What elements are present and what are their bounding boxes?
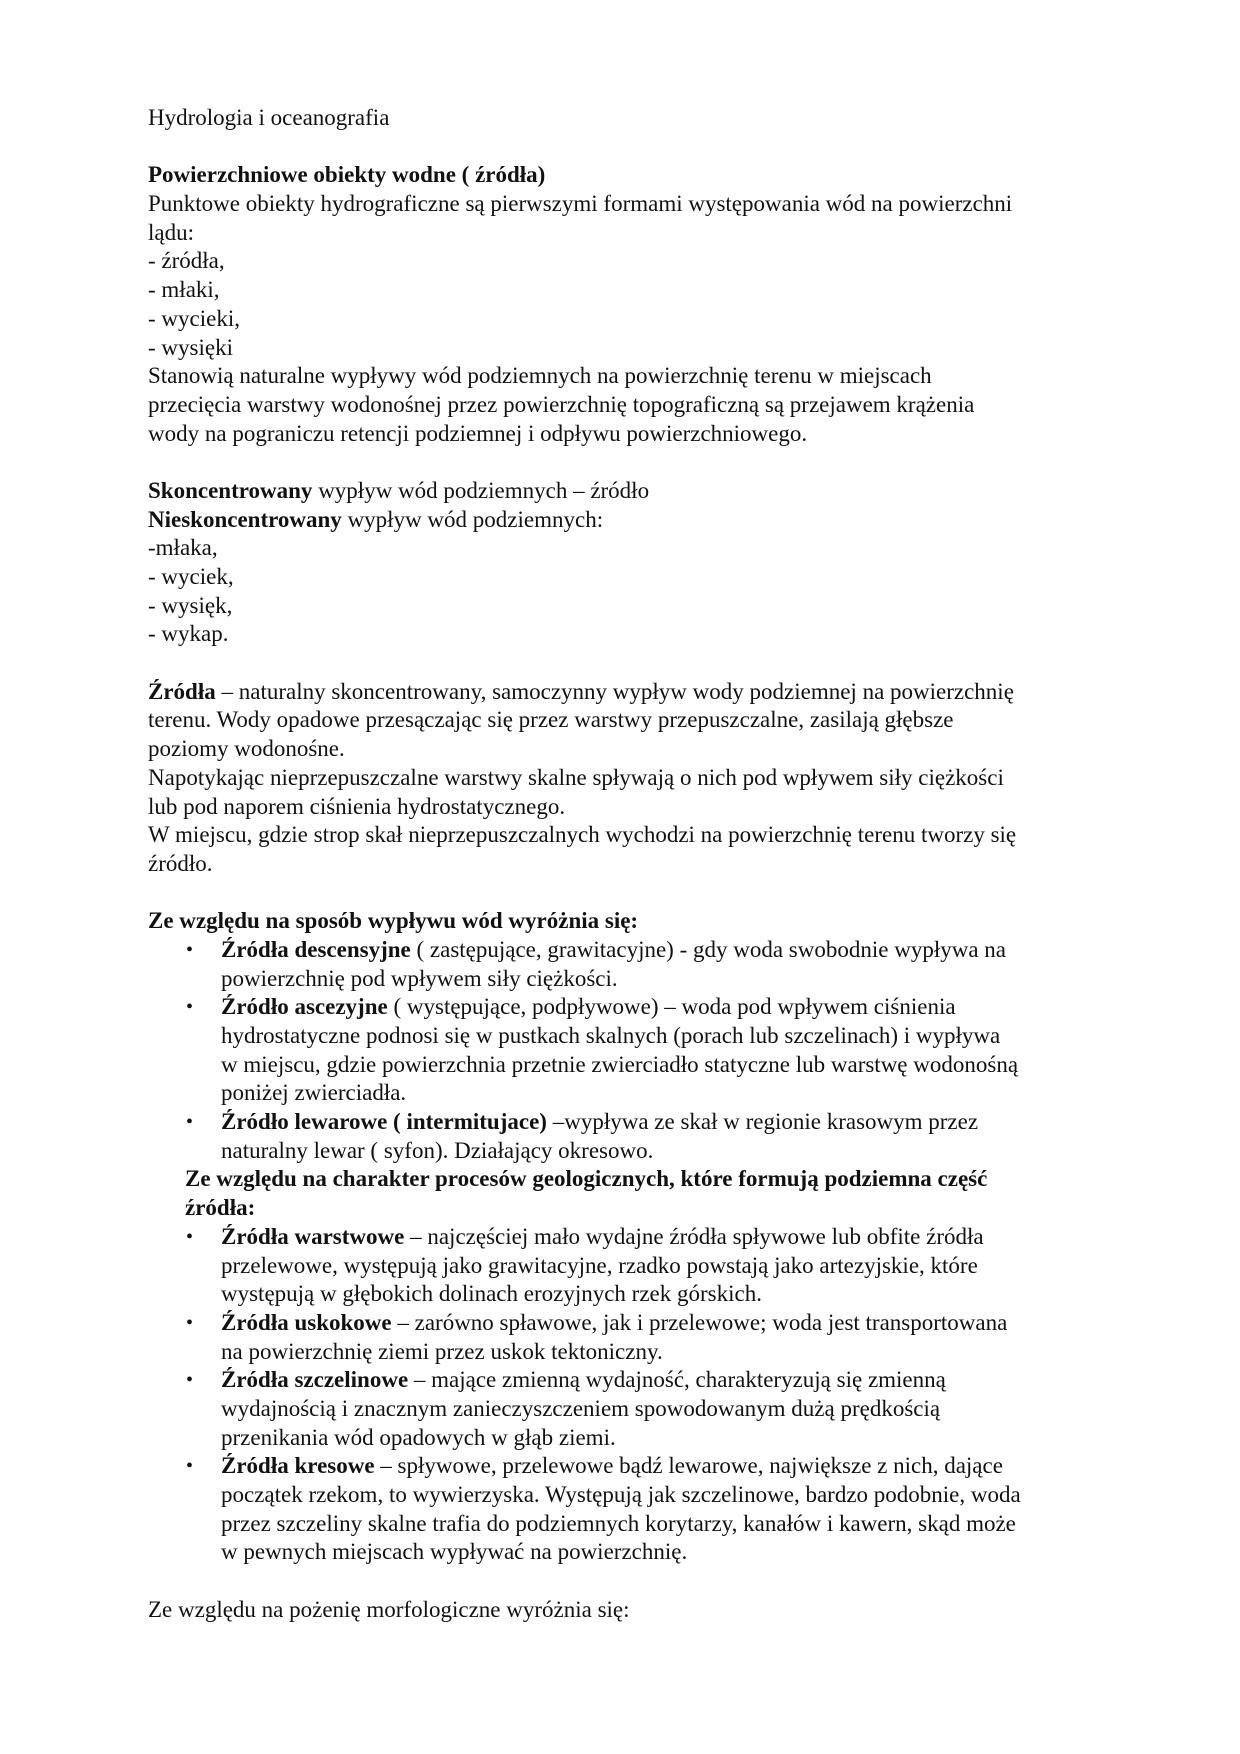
bold-term: źródła: (185, 1195, 256, 1221)
bold-term: Źródło ascezyjne (221, 994, 388, 1020)
text-line (148, 190, 1148, 219)
bold-term: Powierzchniowe obiekty wodne ( źródła) (148, 162, 546, 188)
text-run: hydrostatyczne podnosi się w pustkach skalnych (porach lub szczelinach) i wypływa (221, 1023, 1001, 1048)
text-run: -młaka, (148, 535, 218, 561)
text-run: przelewowe, występują jako grawitacyjne, rzadko powstają jako artezyjskie, które (221, 1252, 978, 1278)
blank-line (148, 133, 1148, 162)
text-run: powierzchnię pod wpływem siły ciężkości. (221, 965, 618, 991)
bold-term: Skoncentrowany (148, 477, 313, 503)
text-run: - wyciek, (148, 564, 234, 589)
bold-term: Ze względu na sposób wypływu wód wyróżnia się: (148, 908, 639, 934)
bullet-item (148, 993, 1148, 1022)
text-run: naturalny lewar ( syfon). Działający okresowo. (221, 1137, 654, 1163)
text-run: - wysięk, (148, 592, 233, 618)
text-run: –wypływa ze skał w regionie krasowym przez (546, 1109, 979, 1135)
bold-term: Źródła (148, 678, 216, 704)
text-line (148, 1596, 1148, 1625)
bullet-continuation-line (148, 1538, 1148, 1567)
bullet-continuation-line (148, 1137, 1148, 1166)
text-run: Hydrologia i oceanografia (148, 105, 390, 130)
text-line (148, 907, 1148, 936)
text-line (148, 764, 1148, 793)
text-run: - źródła, (148, 248, 225, 274)
bullet-continuation-line (148, 1252, 1148, 1281)
text-run: poniżej zwierciadła. (221, 1080, 407, 1106)
bullet-item (148, 1223, 1148, 1252)
text-line (148, 305, 1148, 334)
bullet-item (148, 1309, 1148, 1338)
text-run: przecięcia warstwy wodonośnej przez powierzchnię topograficzną są przejawem krążenia (148, 391, 975, 417)
bold-term: Źródła kresowe (221, 1453, 375, 1479)
bullet-continuation-line (148, 1280, 1148, 1309)
text-line (148, 104, 1148, 133)
text-run: - młaki, (148, 277, 220, 303)
text-line (148, 161, 1148, 190)
text-run: początek rzekom, to wywierzyska. Występują jak szczelinowe, bardzo podobnie, woda (221, 1482, 1021, 1507)
text-run: wypływ wód podziemnych: (341, 506, 604, 532)
text-run: Ze względu na pożenię morfologiczne wyróżnia się: (148, 1596, 630, 1622)
text-run: – mające zmienną wydajność, charakteryzują się zmienną (408, 1367, 946, 1393)
text-run: - wysięki (148, 334, 233, 360)
text-run: poziomy wodonośne. (148, 736, 345, 762)
bullet-icon: • (186, 1455, 194, 1478)
bullet-icon: • (186, 1369, 194, 1392)
text-run: – najczęściej mało wydajne źródła spływowe lub obfite źródła (404, 1223, 984, 1249)
bullet-continuation-line (148, 1079, 1148, 1108)
text-line (148, 850, 1148, 879)
bold-term: Ze względu na charakter procesów geologicznych, które formują podziemna część (185, 1166, 988, 1192)
bullet-item (148, 1452, 1148, 1481)
bullet-item (148, 1108, 1148, 1137)
bullet-icon: • (186, 1311, 194, 1334)
bold-term: Źródła descensyjne (221, 936, 411, 962)
bullet-continuation-line (148, 1510, 1148, 1539)
document-page (148, 104, 1148, 1624)
text-run: terenu. Wody opadowe przesączając się przez warstwy przepuszczalne, zasilają głębsze (148, 707, 954, 733)
text-run: ( zastępujące, grawitacyjne) - gdy woda swobodnie wypływa na (410, 936, 1006, 962)
text-line (148, 620, 1148, 649)
blank-line (148, 1567, 1148, 1596)
text-run: przez szczeliny skalne trafia do podziemnych korytarzy, kanałów i kawern, skąd może (221, 1510, 1016, 1536)
bold-term: Źródła uskokowe (221, 1309, 392, 1335)
text-line (148, 592, 1148, 621)
bullet-icon: • (186, 1111, 194, 1134)
text-run: - wykap. (148, 621, 229, 647)
bold-term: Źródło lewarowe ( intermitujace) (221, 1109, 547, 1135)
text-line (148, 420, 1148, 449)
text-line (148, 477, 1148, 506)
text-run: wody na pograniczu retencji podziemnej i odpływu powierzchniowego. (148, 420, 808, 446)
text-run: przenikania wód opadowych w głąb ziemi. (221, 1424, 616, 1450)
subheading-line (148, 1165, 1148, 1194)
bullet-item (148, 1366, 1148, 1395)
bold-term: Nieskoncentrowany (148, 506, 342, 532)
text-run: ( występujące, podpływowe) – woda pod wpływem ciśnienia (387, 994, 956, 1020)
text-line (148, 735, 1148, 764)
text-run: lub pod naporem ciśnienia hydrostatycznego. (148, 793, 566, 819)
text-run: – zarówno spławowe, jak i przelewowe; woda jest transportowana (391, 1309, 1008, 1335)
text-run: Napotykając nieprzepuszczalne warstwy skalne spływają o nich pod wpływem siły ciężkości (148, 764, 1004, 790)
bullet-continuation-line (148, 965, 1148, 994)
text-run: - wycieki, (148, 305, 240, 331)
bullet-continuation-line (148, 1481, 1148, 1510)
bold-term: Źródła warstwowe (221, 1223, 405, 1249)
text-line (148, 247, 1148, 276)
text-run: w pewnych miejscach wypływać na powierzchnię. (221, 1539, 688, 1565)
bullet-continuation-line (148, 1338, 1148, 1367)
text-line (148, 276, 1148, 305)
bullet-icon: • (186, 938, 194, 961)
blank-line (148, 649, 1148, 678)
text-run: wydajnością i znacznym zanieczyszczeniem spowodowanym dużą prędkością (221, 1395, 941, 1421)
bullet-icon: • (186, 1225, 194, 1248)
text-line (148, 506, 1148, 535)
text-line (148, 391, 1148, 420)
text-run: Stanowią naturalne wypływy wód podziemnych na powierzchnię terenu w miejscach (148, 363, 932, 389)
text-line (148, 678, 1148, 707)
text-line (148, 821, 1148, 850)
text-run: wypływ wód podziemnych – źródło (312, 477, 650, 503)
blank-line (148, 879, 1148, 908)
bold-term: Źródła szczelinowe (221, 1367, 409, 1393)
text-line (148, 706, 1148, 735)
text-run: W miejscu, gdzie strop skał nieprzepuszczalnych wychodzi na powierzchnię terenu tworzy się (148, 822, 1017, 848)
bullet-continuation-line (148, 1051, 1148, 1080)
text-line (148, 362, 1148, 391)
text-line (148, 334, 1148, 363)
text-line (148, 219, 1148, 248)
text-run: źródło. (148, 850, 213, 876)
bullet-continuation-line (148, 1395, 1148, 1424)
text-line (148, 563, 1148, 592)
text-run: występują w głębokich dolinach erozyjnych rzek górskich. (221, 1281, 762, 1307)
text-run: – spływowe, przelewowe bądź lewarowe, największe z nich, dające (374, 1453, 1003, 1479)
bullet-continuation-line (148, 1424, 1148, 1453)
bullet-continuation-line (148, 1022, 1148, 1051)
text-run: – naturalny skoncentrowany, samoczynny wypływ wody podziemnej na powierzchnię (215, 678, 1014, 704)
bullet-icon: • (186, 996, 194, 1019)
text-run: lądu: (148, 219, 194, 245)
text-run: na powierzchnię ziemi przez uskok tektoniczny. (221, 1338, 663, 1364)
text-run: Punktowe obiekty hydrograficzne są pierwszymi formami występowania wód na powierzchni (148, 191, 1013, 217)
text-line (148, 534, 1148, 563)
text-line (148, 793, 1148, 822)
subheading-line (148, 1194, 1148, 1223)
text-run: w miejscu, gdzie powierzchnia przetnie zwierciadło statyczne lub warstwę wodonośną (221, 1051, 1019, 1077)
bullet-item (148, 936, 1148, 965)
blank-line (148, 448, 1148, 477)
